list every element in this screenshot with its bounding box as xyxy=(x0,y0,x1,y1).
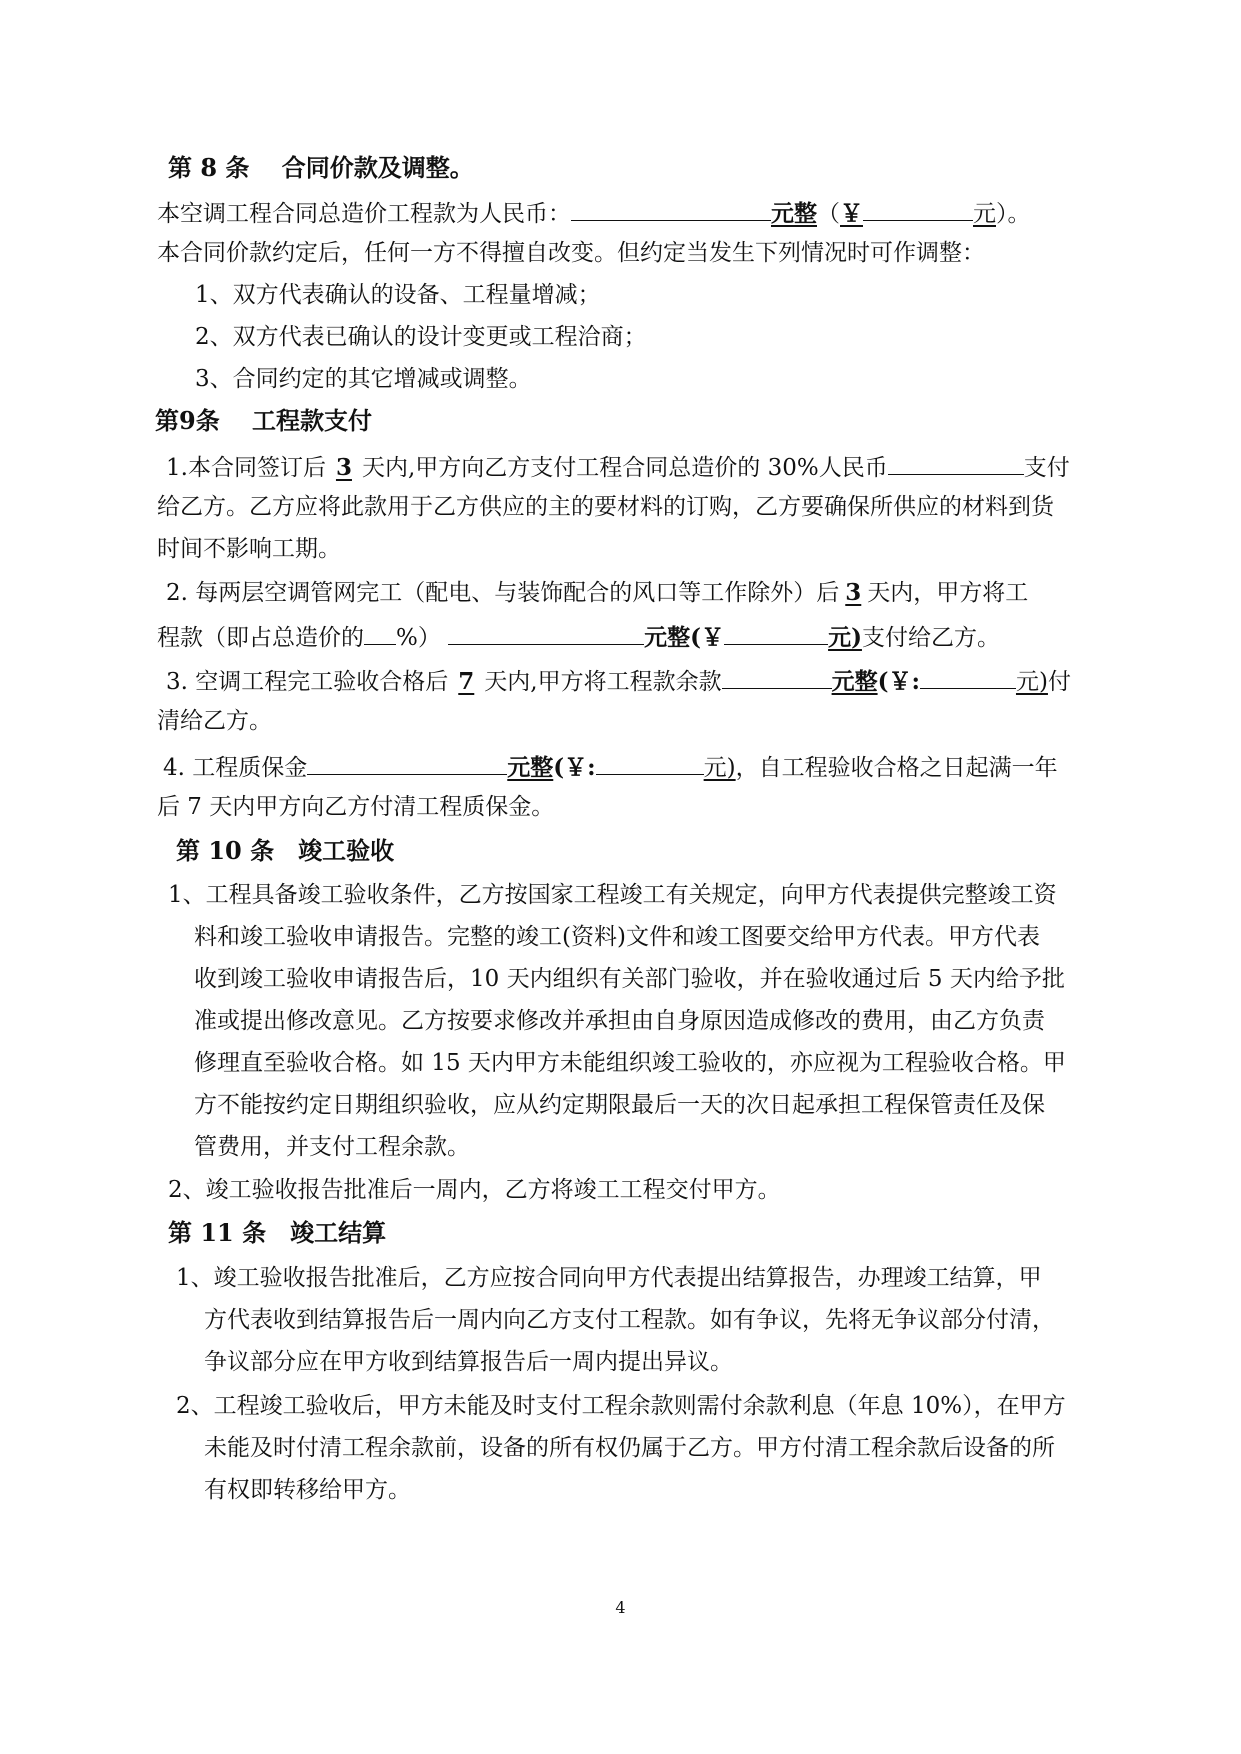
article-11-p2-line-2: 未能及时付清工程余款前，设备的所有权仍属于乙方。甲方付清工程余款后设备的所 xyxy=(204,1435,1055,1461)
article-9-p1-line-1: 1.本合同签订后 3 天内,甲方向乙方支付工程合同总造价的 30%人民币 支付 xyxy=(166,450,1070,483)
article-9-p4-line-2: 后 7 天内甲方向乙方付清工程质保金。 xyxy=(157,794,555,820)
article-10-p1-line-3: 收到竣工验收申请报告后，10 天内组织有关部门验收，并在验收通过后 5 天内给予批 xyxy=(194,966,1065,992)
article-10-heading: 第 10 条 竣工验收 xyxy=(176,836,395,865)
amount-blank xyxy=(724,620,828,645)
article-9-p2-line-2: 程款（即占总造价的 %） 元整(￥ 元)支付给乙方。 xyxy=(157,620,1000,653)
article-9-p2-line-1: 2. 每两层空调管网完工（配电、与装饰配合的风口等工作除外）后 3 天内，甲方将工 xyxy=(166,579,1029,606)
article-8-line-2: 本合同价款约定后，任何一方不得擅自改变。但约定当发生下列情况时可作调整： xyxy=(157,240,985,266)
article-9-p1-line-2: 给乙方。乙方应将此款用于乙方供应的主的要材料的订购，乙方要确保所供应的材料到货 xyxy=(157,494,1054,520)
article-8-item-2: 2、双方代表已确认的设计变更或工程洽商； xyxy=(195,324,647,350)
article-9-p4-line-1: 4. 工程质保金 元整(￥: 元)，自工程验收合格之日起满一年 xyxy=(163,750,1058,783)
article-8-line-1: 本空调工程合同总造价工程款为人民币： 元整（￥ 元）。 xyxy=(157,196,1031,229)
article-8-heading: 第 8 条 合同价款及调整。 xyxy=(168,153,474,182)
amount-blank xyxy=(596,750,704,775)
article-11-p1-line-2: 方代表收到结算报告后一周内向乙方支付工程款。如有争议，先将无争议部分付清， xyxy=(204,1307,1055,1333)
article-11-p1-line-1: 1、竣工验收报告批准后，乙方应按合同向甲方代表提出结算报告，办理竣工结算，甲 xyxy=(176,1265,1042,1291)
amount-blank xyxy=(722,664,832,689)
article-9-heading: 第9条 工程款支付 xyxy=(155,406,373,435)
amount-blank xyxy=(863,196,973,221)
amount-blank xyxy=(448,620,644,645)
amount-blank xyxy=(571,196,771,221)
article-11-p2-line-1: 2、工程竣工验收后，甲方未能及时支付工程余款则需付余款利息（年息 10%），在甲方 xyxy=(176,1393,1066,1419)
article-10-p1-line-6: 方不能按约定日期组织验收，应从约定期限最后一天的次日起承担工程保管责任及保 xyxy=(194,1092,1045,1118)
article-8-item-3: 3、合同约定的其它增减或调整。 xyxy=(195,366,532,392)
amount-blank xyxy=(307,750,507,775)
article-8-item-1: 1、双方代表确认的设备、工程量增减； xyxy=(195,282,601,308)
article-10-p1-line-2: 料和竣工验收申请报告。完整的竣工(资料)文件和竣工图要交给甲方代表。甲方代表 xyxy=(194,924,1040,950)
article-9-p1-line-3: 时间不影响工期。 xyxy=(157,536,341,562)
percent-blank xyxy=(364,620,396,645)
article-10-p2: 2、竣工验收报告批准后一周内，乙方将竣工工程交付甲方。 xyxy=(168,1177,781,1203)
amount-blank xyxy=(920,664,1016,689)
page-number: 4 xyxy=(615,1598,626,1617)
article-11-p1-line-3: 争议部分应在甲方收到结算报告后一周内提出异议。 xyxy=(204,1349,733,1375)
article-11-heading: 第 11 条 竣工结算 xyxy=(168,1218,387,1247)
article-9-p3-line-1: 3. 空调工程完工验收合格后 7 天内,甲方将工程款余款 元整(￥: 元)付 xyxy=(166,664,1071,697)
article-9-p3-line-2: 清给乙方。 xyxy=(157,708,272,734)
article-10-p1-line-1: 1、工程具备竣工验收条件，乙方按国家工程竣工有关规定，向甲方代表提供完整竣工资 xyxy=(168,882,1057,908)
amount-blank xyxy=(888,450,1024,475)
article-10-p1-line-7: 管费用，并支付工程余款。 xyxy=(194,1134,470,1160)
article-10-p1-line-4: 准或提出修改意见。乙方按要求修改并承担由自身原因造成修改的费用，由乙方负责 xyxy=(194,1008,1045,1034)
article-10-p1-line-5: 修理直至验收合格。如 15 天内甲方未能组织竣工验收的，亦应视为工程验收合格。甲 xyxy=(194,1050,1066,1076)
article-11-p2-line-3: 有权即转移给甲方。 xyxy=(204,1477,411,1503)
